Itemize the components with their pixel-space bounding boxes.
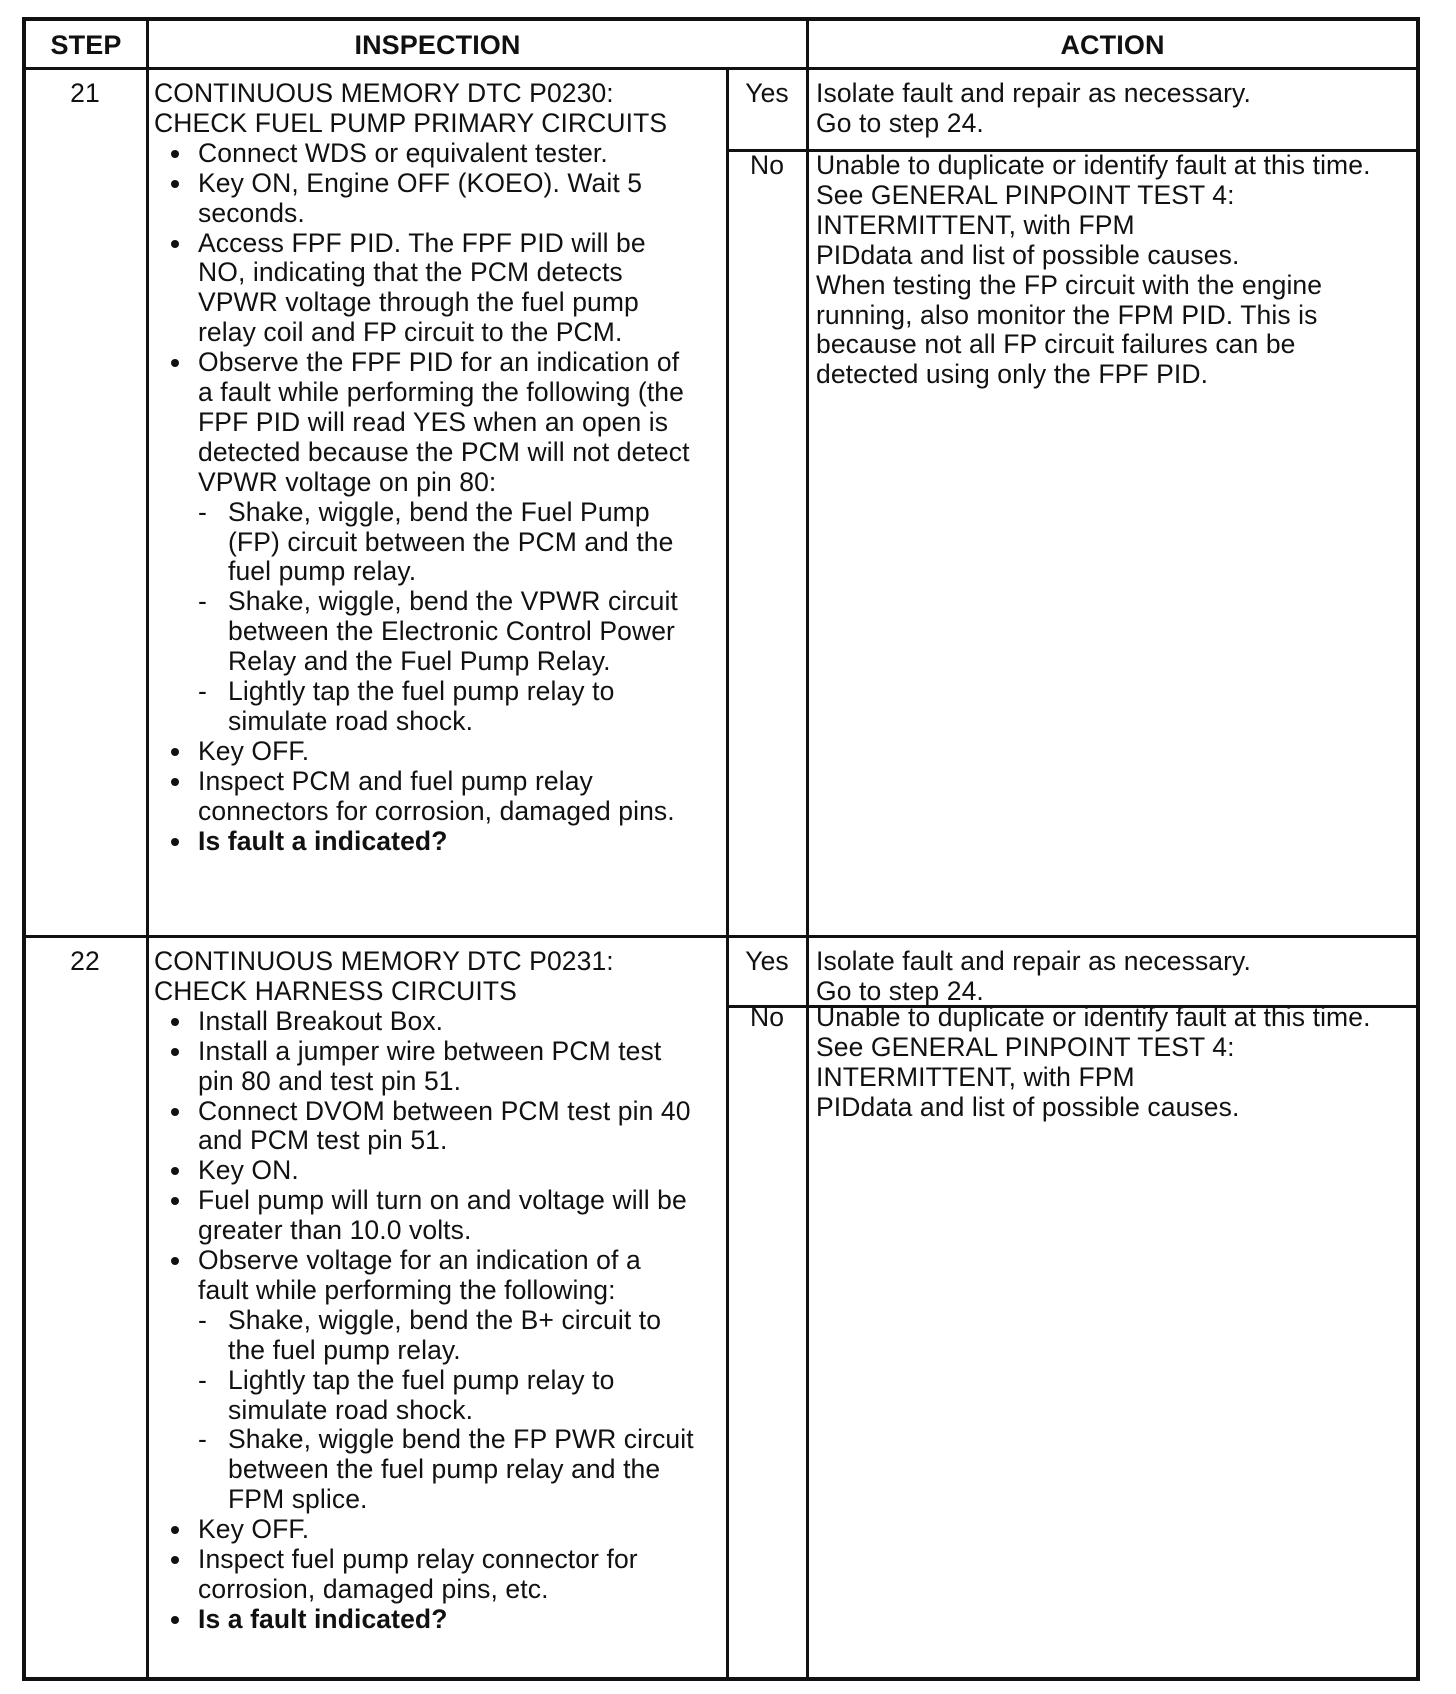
step-line: and PCM test pin 51. [198,1125,448,1156]
sub-step-line: Relay and the Fuel Pump Relay. [228,646,611,677]
header-divider [26,67,1416,70]
step-line: corrosion, damaged pins, etc. [198,1573,549,1604]
no-action-line: When testing the FP circuit with the engine [816,269,1323,300]
step-line: detected because the PCM will not detect [198,436,690,467]
yes-action-line: Isolate fault and repair as necessary. [816,946,1251,976]
step-line: relay coil and FP circuit to the PCM. [198,317,623,348]
sub-step-line: Lightly tap the fuel pump relay to [228,1364,615,1395]
bullet-icon [171,180,179,188]
bullet-icon [171,150,179,158]
sub-step-line: the fuel pump relay. [228,1334,461,1365]
no-action-line: Unable to duplicate or identify fault at this time. [816,1002,1371,1032]
step-line: FPF PID will read YES when an open is [198,406,669,437]
header-step: STEP [50,30,122,60]
yes-action-line: Go to step 24. [816,975,984,1006]
sub-step-line: simulate road shock. [228,705,474,736]
step-line: VPWR voltage through the fuel pump [198,287,639,318]
inspection-title-line: CONTINUOUS MEMORY DTC P0230: [154,78,614,108]
sub-step-line: Shake, wiggle, bend the B+ circuit to [228,1304,662,1335]
step-line: seconds. [198,197,305,228]
no-label: No [749,150,785,180]
no-label: No [749,1002,785,1032]
bullet-icon [171,1108,179,1116]
step-line: Fuel pump will turn on and voltage will be [198,1185,687,1216]
step-line: Key ON, Engine OFF (KOEO). Wait 5 [198,167,643,198]
yes-label: Yes [745,946,789,976]
bullet-icon [171,1526,179,1534]
divider-response-column-row21 [726,69,729,937]
step-line: Connect WDS or equivalent tester. [198,137,608,168]
dash-marker: - [198,1424,207,1455]
step-line: connectors for corrosion, damaged pins. [198,795,675,826]
step-line: Access FPF PID. The FPF PID will be [198,227,646,258]
dash-marker: - [198,1364,207,1395]
sub-step-line: Shake, wiggle, bend the Fuel Pump [228,496,650,527]
bullet-icon [171,748,179,756]
step-line: Observe voltage for an indication of a [198,1245,641,1275]
bullet-icon [171,1048,179,1056]
sub-step-line: Shake, wiggle, bend the VPWR circuit [228,586,678,617]
bullet-icon [171,359,179,367]
bullet-icon [171,1556,179,1564]
step-line: a fault while performing the following (the [198,377,684,407]
dash-marker: - [198,586,207,617]
step-line: Inspect PCM and fuel pump relay [198,765,593,796]
row-divider [26,935,1416,938]
no-action-line: because not all FP circuit failures can be [816,329,1296,360]
yes-label: Yes [745,78,789,108]
divider-response-column-row22 [726,937,729,1677]
no-action-line: INTERMITTENT, with FPM [816,1061,1135,1092]
bullet-icon [171,778,179,786]
sub-step-line: Lightly tap the fuel pump relay to [228,676,615,706]
step-line: Install Breakout Box. [198,1005,444,1036]
step-line: Install a jumper wire between PCM test [198,1035,662,1066]
inspection-title-line: CHECK HARNESS CIRCUITS [154,975,517,1006]
inspection-title-line: CHECK FUEL PUMP PRIMARY CIRCUITS [154,107,668,138]
step-line: Key OFF. [198,1514,310,1545]
no-action-line: INTERMITTENT, with FPM [816,209,1135,240]
yes-action-line: Go to step 24. [816,107,984,138]
bullet-icon [171,1167,179,1175]
step-line: fault while performing the following: [198,1274,616,1305]
no-action-line: PIDdata and list of possible causes. [816,239,1240,270]
header-action: ACTION [1060,30,1165,60]
bullet-icon [171,1616,179,1624]
bullet-icon [171,240,179,248]
sub-step-line: Shake, wiggle bend the FP PWR circuit [228,1424,694,1455]
sub-step-line: between the Electronic Control Power [228,616,675,647]
dash-marker: - [198,1304,207,1335]
no-action-line: See GENERAL PINPOINT TEST 4: [816,179,1235,210]
bullet-icon [171,838,179,846]
step-line: Key OFF. [198,735,310,766]
no-action-line: detected using only the FPF PID. [816,359,1209,390]
sub-step-line: simulate road shock. [228,1394,474,1425]
inspection-title-line: CONTINUOUS MEMORY DTC P0231: [154,946,614,976]
dash-marker: - [198,496,207,527]
dash-marker: - [198,676,207,706]
step-line: Key ON. [198,1155,299,1186]
step-number: 22 [70,946,100,976]
sub-step-line: between the fuel pump relay and the [228,1454,661,1485]
step-line: Inspect fuel pump relay connector for [198,1544,638,1574]
step-line: Is fault a indicated? [198,825,448,856]
step-line: Connect DVOM between PCM test pin 40 [198,1095,691,1126]
step-line: NO, indicating that the PCM detects [198,257,623,288]
bullet-icon [171,1018,179,1026]
step-line: pin 80 and test pin 51. [198,1065,462,1096]
divider-step-column [146,21,149,1677]
no-action-line: PIDdata and list of possible causes. [816,1091,1240,1122]
step-line: Is a fault indicated? [198,1603,448,1634]
bullet-icon [171,1257,179,1265]
sub-step-line: (FP) circuit between the PCM and the [228,526,674,557]
header-inspection: INSPECTION [354,30,521,60]
step-number: 21 [70,78,100,108]
yes-action-line: Isolate fault and repair as necessary. [816,78,1251,108]
sub-step-line: fuel pump relay. [228,556,417,587]
sub-step-line: FPM splice. [228,1484,368,1515]
no-action-line: Unable to duplicate or identify fault at this time. [816,150,1371,180]
divider-action-column [806,21,809,1677]
step-line: greater than 10.0 volts. [198,1215,472,1246]
diagnostic-table [22,17,1420,1681]
step-line: VPWR voltage on pin 80: [198,466,497,497]
no-action-line: See GENERAL PINPOINT TEST 4: [816,1031,1235,1062]
bullet-icon [171,1197,179,1205]
step-line: Observe the FPF PID for an indication of [198,347,680,378]
no-action-line: running, also monitor the FPM PID. This is [816,299,1318,330]
